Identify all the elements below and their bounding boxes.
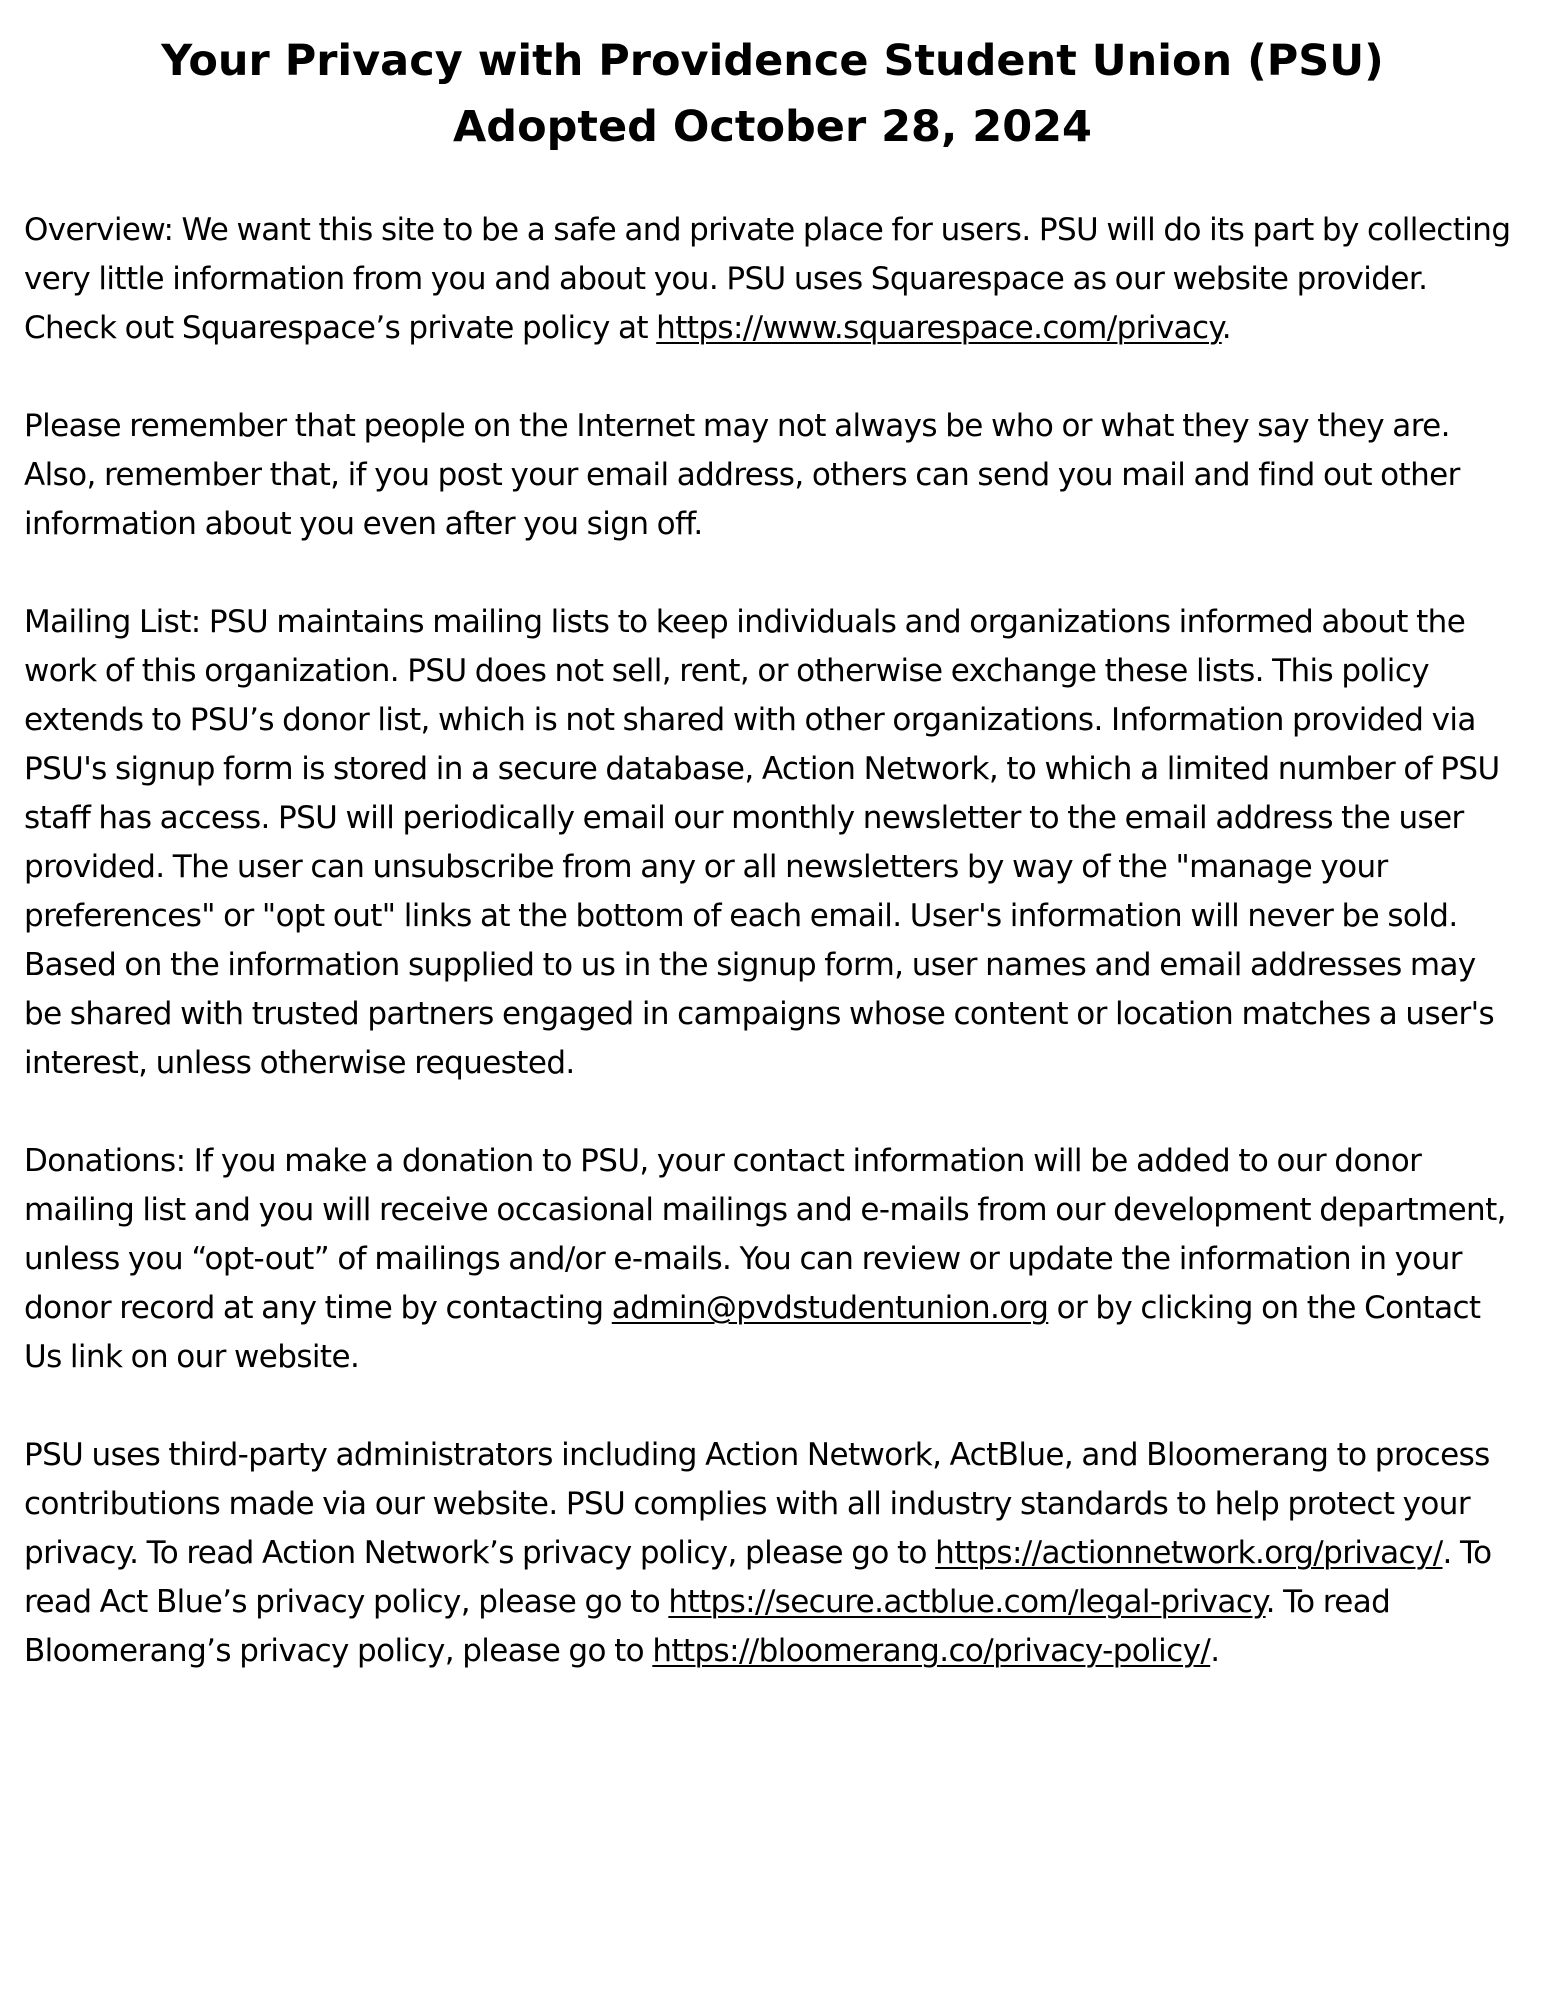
third-party-period: .	[1210, 1633, 1220, 1669]
third-party-text-2: . To read Act Blue’s privacy policy, please go to	[24, 1535, 1492, 1620]
page-title	[24, 28, 1521, 160]
third-party-paragraph	[24, 1431, 1521, 1676]
donations-text-end: or by clicking on the Contact Us link on our website.	[24, 1290, 1481, 1375]
third-party-text-1: PSU uses third-party administrators including Action Network, ActBlue, and Bloomerang to process contributions made via our website. PSU complies with all industry standards to help protect your privacy. To read Action Network’s privacy policy, please go to	[24, 1437, 1490, 1571]
privacy-policy-document	[24, 28, 1521, 1725]
admin-email-link[interactable]: admin@pvdstudentunion.org	[611, 1290, 1049, 1326]
squarespace-privacy-link[interactable]: https://www.squarespace.com/privacy	[656, 310, 1222, 346]
action-network-privacy-link[interactable]: https://actionnetwork.org/privacy/	[935, 1535, 1443, 1571]
overview-paragraph	[24, 206, 1521, 353]
actblue-privacy-link[interactable]: https://secure.actblue.com/legal-privacy	[668, 1584, 1266, 1620]
overview-text: Overview: We want this site to be a safe and private place for users. PSU will do its part by collecting very little information from you and about you. PSU uses Squarespace as our website provider. Check out Squarespace’s private policy at	[24, 212, 1511, 346]
reminder-paragraph: Please remember that people on the Internet may not always be who or what they say they are. Also, remember that, if you post your email address, others can send you mail and find out other information about you even after you sign off.	[24, 408, 1460, 542]
overview-period: .	[1221, 310, 1232, 346]
bloomerang-privacy-link[interactable]: https://bloomerang.co/privacy-policy/	[652, 1633, 1211, 1669]
mailing-list-paragraph: Mailing List: PSU maintains mailing lists to keep individuals and organizations informed about the work of this organization. PSU does not sell, rent, or otherwise exchange these lists. This policy extends to PSU’s donor list, which is not shared with other organizations. Information provided via PSU's signup form is stored in a secure database, Action Network, to which a limited number of PSU staff has access. PSU will periodically email our monthly newsletter to the email address the user provided. The user can unsubscribe from any or all newsletters by way of the "manage your preferences" or "opt out" links at the bottom of each email. User's information will never be sold. Based on the information supplied to us in the signup form, user names and email addresses may be shared with trusted partners engaged in campaigns whose content or location matches a user's interest, unless otherwise requested.	[24, 604, 1500, 1081]
donations-text: Donations: If you make a donation to PSU, your contact information will be added to our donor mailing list and you will receive occasional mailings and e-mails from our development department, unless you “opt-out” of mailings and/or e-mails. You can review or update the information in your donor record at any time by contacting	[24, 1143, 1506, 1326]
title-line-1: Your Privacy with Providence Student Union (PSU)	[161, 36, 1384, 86]
title-adopted-date: Adopted October 28, 2024	[453, 102, 1092, 152]
donations-paragraph	[24, 1137, 1521, 1382]
third-party-text-3: . To read Bloomerang’s privacy policy, please go to	[24, 1584, 1391, 1669]
